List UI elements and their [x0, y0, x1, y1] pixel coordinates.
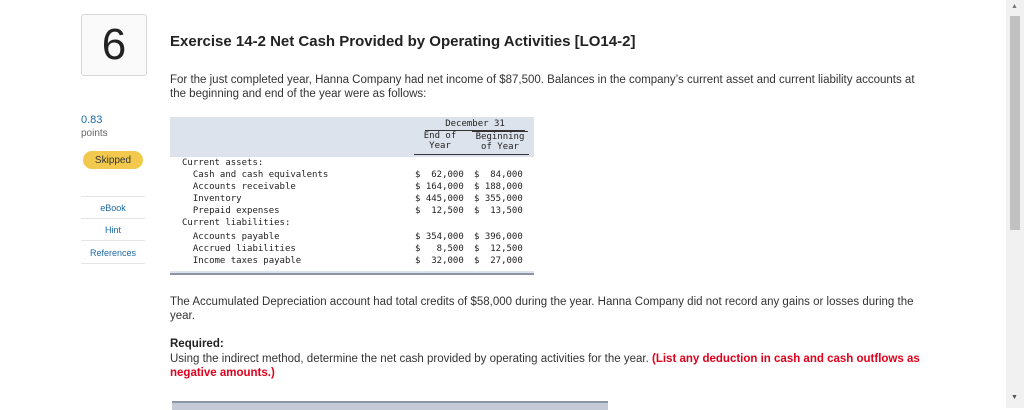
- row-label: Inventory: [182, 194, 242, 204]
- row-label: Accrued liabilities: [182, 244, 296, 254]
- header-december-31: December 31: [425, 119, 525, 131]
- ebook-link[interactable]: eBook: [81, 196, 145, 219]
- row-beg-value: $ 84,000: [474, 170, 523, 180]
- scroll-up-icon[interactable]: ▲: [1011, 3, 1018, 10]
- header-end-line2: Year: [429, 141, 451, 151]
- row-end-value: $ 445,000: [415, 194, 464, 204]
- header-beg-line2: of Year: [481, 142, 519, 152]
- header-rule: [414, 154, 529, 155]
- table-row: [170, 243, 534, 255]
- hint-link[interactable]: Hint: [81, 219, 145, 241]
- row-beg-value: $ 355,000: [474, 194, 523, 204]
- row-label: Income taxes payable: [182, 256, 302, 266]
- scroll-thumb[interactable]: [1010, 16, 1020, 230]
- row-beg-value: $ 188,000: [474, 182, 523, 192]
- row-end-value: $ 8,500: [415, 244, 464, 254]
- table-body: [170, 157, 534, 271]
- table-row: [170, 231, 534, 243]
- row-end-value: $ 62,000: [415, 170, 464, 180]
- scroll-down-icon[interactable]: ▼: [1011, 394, 1018, 401]
- header-beginning-of-year: [472, 131, 528, 152]
- header-end-line1: End of: [423, 131, 457, 141]
- table-row: [170, 169, 534, 181]
- question-number: 6: [81, 14, 147, 76]
- header-beg-line1: Beginning: [475, 132, 525, 142]
- points-label: points: [81, 128, 108, 139]
- row-label: Cash and cash equivalents: [182, 170, 329, 180]
- required-heading: Required:: [170, 338, 224, 350]
- depreciation-paragraph: The Accumulated Depreciation account had total credits of $58,000 during the year. Hanna Company did not record any gains or losses during the year.: [170, 296, 914, 322]
- row-beg-value: $ 12,500: [474, 244, 523, 254]
- table-row: [170, 181, 534, 193]
- status-badge: Skipped: [83, 151, 143, 169]
- row-beg-value: $ 13,500: [474, 206, 523, 216]
- row-label: Current assets:: [182, 158, 264, 168]
- row-end-value: $ 12,500: [415, 206, 464, 216]
- row-beg-value: $ 396,000: [474, 232, 523, 242]
- row-label: Prepaid expenses: [182, 206, 280, 216]
- row-end-value: $ 354,000: [415, 232, 464, 242]
- table-row: [170, 205, 534, 217]
- answer-table-header: [172, 401, 608, 410]
- table-row: [170, 255, 534, 267]
- table-row: [170, 217, 534, 229]
- balances-table: [170, 117, 534, 275]
- row-label: Current liabilities:: [182, 218, 291, 228]
- vertical-scrollbar[interactable]: [1006, 0, 1024, 408]
- references-link[interactable]: References: [81, 242, 145, 264]
- header-end-of-year: [414, 131, 466, 151]
- row-end-value: $ 164,000: [415, 182, 464, 192]
- table-row: [170, 193, 534, 205]
- points-block: [81, 114, 108, 140]
- points-value: 0.83: [81, 114, 103, 126]
- table-row: [170, 157, 534, 169]
- intro-paragraph: For the just completed year, Hanna Company had net income of $87,500. Balances in the company’s current asset and current liability accounts at the beginning and end of the year were as follows:: [170, 74, 915, 100]
- required-text: [170, 352, 950, 380]
- row-beg-value: $ 27,000: [474, 256, 523, 266]
- row-label: Accounts receivable: [182, 182, 296, 192]
- exercise-title: Exercise 14-2 Net Cash Provided by Operating Activities [LO14-2]: [170, 33, 636, 50]
- required-instruction: Using the indirect method, determine the net cash provided by operating activities for the year.: [170, 353, 649, 365]
- required-note: (List any deduction in cash and cash outflows as negative amounts.): [170, 353, 920, 379]
- row-label: Accounts payable: [182, 232, 280, 242]
- row-end-value: $ 32,000: [415, 256, 464, 266]
